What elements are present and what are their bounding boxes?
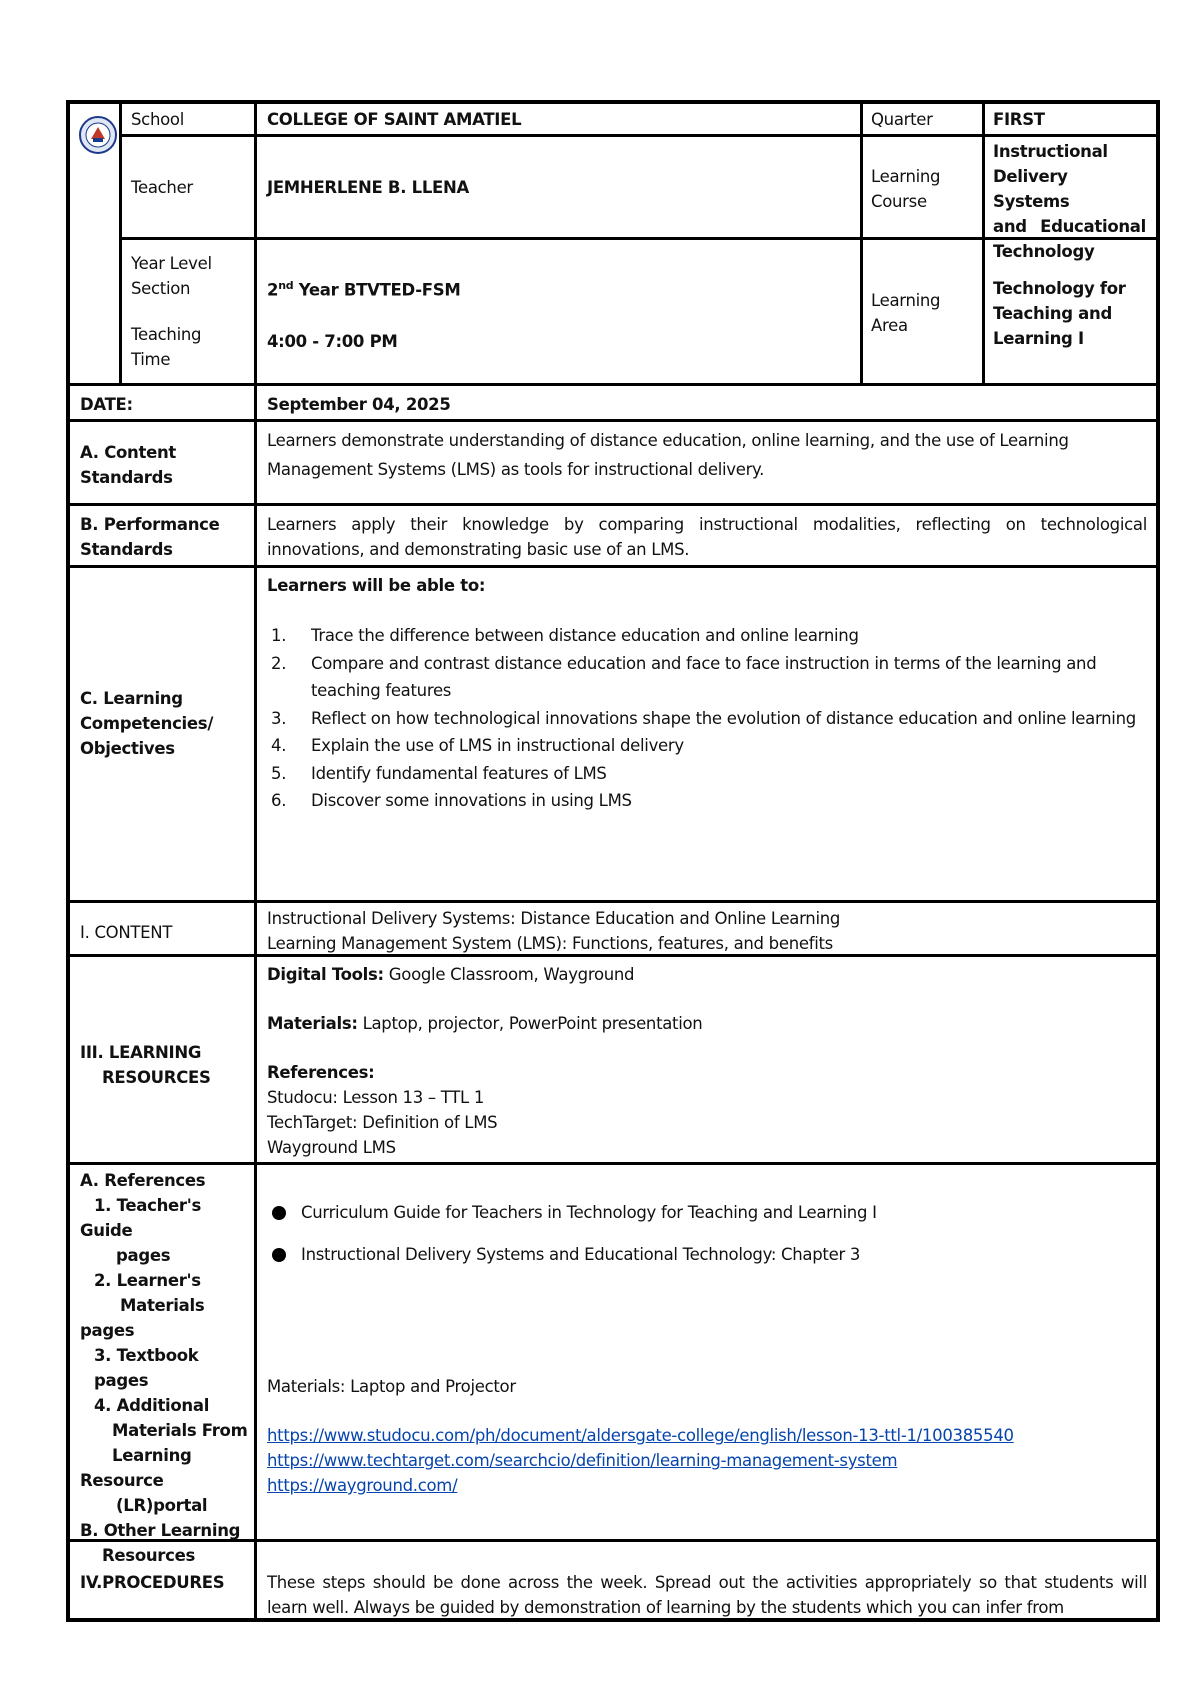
- content-standards-label: A. Content Standards: [80, 443, 176, 487]
- list-item: 2. Compare and contrast distance education and face to face instruction in terms of the learning and teaching features: [271, 653, 1097, 700]
- learning-course-label: Learning Course: [871, 167, 941, 211]
- teacher-value: JEMHERLENE B. LLENA: [267, 178, 469, 197]
- learning-resources-content: Digital Tools: Google Classroom, Wayground Materials: Laptop, projector, PowerPoint presentation References: Studocu: Lesson 13 – TTL 1 TechTarget: Definition of LMS Wayground LMS: [267, 965, 703, 1157]
- date-value: September 04, 2025: [267, 395, 451, 414]
- studocu-link[interactable]: https://www.studocu.com/ph/document/aldersgate-college/english/lesson-13-ttl-1/100385540: [267, 1426, 1014, 1445]
- row-divider: [70, 1162, 1156, 1165]
- row-divider: [70, 565, 1156, 568]
- learning-resources-label: III. LEARNING RESOURCES: [80, 1043, 211, 1087]
- competencies-list: [267, 622, 1147, 815]
- competencies-label: C. Learning Competencies/ Objectives: [80, 689, 214, 758]
- content-label: I. CONTENT: [80, 923, 173, 942]
- year-level-section-label: Year Level Section: [131, 254, 212, 298]
- quarter-label: Quarter: [871, 110, 933, 129]
- list-item: Instructional Delivery Systems and Educational Technology: Chapter 3: [267, 1242, 1147, 1267]
- learning-area-label: Learning Area: [871, 291, 941, 335]
- procedures-text: These steps should be done across the week. Spread out the activities appropriately so that students will learn well. Always be guided by demonstration of learning by the students which you can infer from: [267, 1573, 1147, 1617]
- performance-standards-text: Learners apply their knowledge by comparing instructional modalities, reflecting on technological innovations, and demonstrating basic use of an LMS.: [267, 515, 1147, 559]
- bullet-icon: [272, 1206, 286, 1220]
- references-materials: Materials: Laptop and Projector: [267, 1377, 516, 1396]
- quarter-value: FIRST: [993, 110, 1045, 129]
- list-item: 6. Discover some innovations in using LMS: [271, 791, 632, 810]
- references-label: A. References 1. Teacher's Guide pages 2. Learner's Materials pages 3. Textbook pages 4. Additional Materials From Learning Resource (LR)portal B. Other Learning Resources: [80, 1171, 248, 1565]
- list-item: Curriculum Guide for Teachers in Technology for Teaching and Learning I: [267, 1200, 1147, 1225]
- teaching-time-value: 4:00 - 7:00 PM: [267, 332, 398, 351]
- content-standards-text: Learners demonstrate understanding of distance education, online learning, and the use of Learning Management Systems (LMS) as tools for instructional delivery.: [267, 431, 1069, 479]
- row-divider: [70, 419, 1156, 422]
- learning-area-value: Technology for Teaching and Learning I: [993, 279, 1126, 348]
- header-divider: [120, 134, 1156, 137]
- list-item: 4. Explain the use of LMS in instructional delivery: [271, 736, 684, 755]
- list-item: 3. Reflect on how technological innovations shape the evolution of distance education and online learning: [271, 708, 1136, 728]
- reference-links: [267, 1423, 1014, 1498]
- school-value: COLLEGE OF SAINT AMATIEL: [267, 110, 522, 129]
- row-divider: [70, 503, 1156, 506]
- list-item: 5. Identify fundamental features of LMS: [271, 763, 607, 783]
- competencies-content: [267, 573, 1147, 815]
- date-label: DATE:: [80, 395, 133, 414]
- techtarget-link[interactable]: https://www.techtarget.com/searchcio/definition/learning-management-system: [267, 1451, 898, 1470]
- teaching-time-label: Teaching Time: [131, 325, 202, 369]
- references-content: [267, 1200, 1147, 1267]
- year-level-value: 2nd Year BTVTED-FSM: [267, 279, 461, 300]
- label-column-divider: [254, 104, 257, 1618]
- header-column-divider: [860, 104, 863, 384]
- teacher-label: Teacher: [131, 178, 193, 197]
- performance-standards-label: B. Performance Standards: [80, 515, 220, 559]
- school-label: School: [131, 110, 184, 129]
- header-column-divider: [982, 104, 985, 384]
- learning-course-value: Instructional Delivery Systems and Educational Technology: [993, 142, 1146, 261]
- row-divider: [70, 900, 1156, 903]
- competencies-intro: Learners will be able to:: [267, 576, 486, 595]
- deped-seal-logo: [78, 115, 118, 155]
- list-item: 1. Trace the difference between distance education and online learning: [271, 626, 859, 645]
- procedures-label: IV.PROCEDURES: [80, 1573, 225, 1592]
- wayground-link[interactable]: https://wayground.com/: [267, 1476, 458, 1495]
- content-text: Instructional Delivery Systems: Distance Education and Online Learning Learning Management System (LMS): Functions, features, and benefits: [267, 909, 841, 953]
- logo-column-divider: [119, 104, 122, 384]
- bullet-icon: [272, 1248, 286, 1262]
- row-divider: [70, 383, 1156, 386]
